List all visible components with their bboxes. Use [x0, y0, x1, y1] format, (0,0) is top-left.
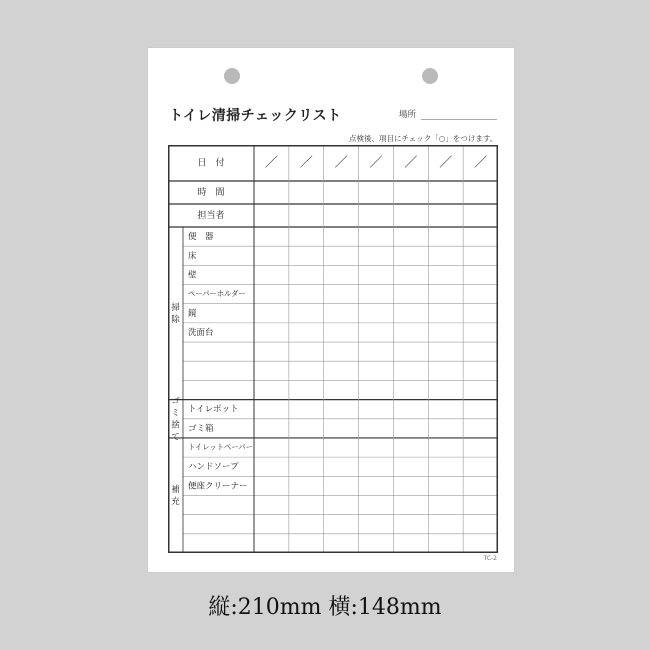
- date-slash: ／: [404, 155, 418, 171]
- date-slash: ／: [334, 155, 348, 171]
- section-label-char: て: [171, 432, 180, 443]
- section-label-char: 充: [171, 496, 180, 507]
- binder-hole-right: [422, 68, 438, 84]
- item-label: ハンドソープ: [188, 462, 239, 473]
- place-label: 場所: [399, 110, 417, 120]
- section-label-char: 掃: [171, 302, 180, 313]
- time-header: 時 間: [197, 188, 225, 198]
- item-label: 床: [188, 251, 197, 262]
- place-field-line: [421, 119, 497, 120]
- date-slash: ／: [369, 155, 383, 171]
- item-label: トイレポット: [188, 404, 239, 415]
- item-label: トイレットペーパー: [188, 442, 253, 452]
- staff-header: 担当者: [197, 211, 225, 221]
- date-header: 日 付: [197, 158, 225, 169]
- section-label-char: 捨: [171, 420, 180, 431]
- date-slash: ／: [264, 155, 278, 171]
- sheet-title: トイレ清掃チェックリスト: [169, 108, 342, 124]
- checklist-table: [168, 145, 498, 553]
- section-label-char: ゴ: [171, 396, 180, 407]
- date-slash: ／: [474, 155, 488, 171]
- form-code: TC-2: [483, 555, 497, 562]
- item-label: ペーパーホルダー: [188, 289, 246, 299]
- date-slash: ／: [439, 155, 453, 171]
- size-caption: 縦:210mm 横:148mm: [208, 595, 442, 620]
- section-label-char: 除: [171, 314, 180, 325]
- binder-hole-left: [224, 68, 240, 84]
- instruction-text: 点検後、項目にチェック「○」をつけます。: [349, 134, 498, 143]
- item-label: 鏡: [188, 308, 197, 319]
- item-label: 便座クリーナー: [188, 481, 248, 492]
- item-label: ゴミ箱: [188, 423, 214, 434]
- item-label: 壁: [188, 270, 197, 281]
- section-label-char: 補: [171, 484, 180, 495]
- item-label: 洗面台: [188, 327, 214, 338]
- section-label-char: ミ: [171, 408, 180, 419]
- item-label: 便 器: [188, 232, 214, 243]
- checklist-sheet: [148, 48, 514, 572]
- date-slash: ／: [299, 155, 313, 171]
